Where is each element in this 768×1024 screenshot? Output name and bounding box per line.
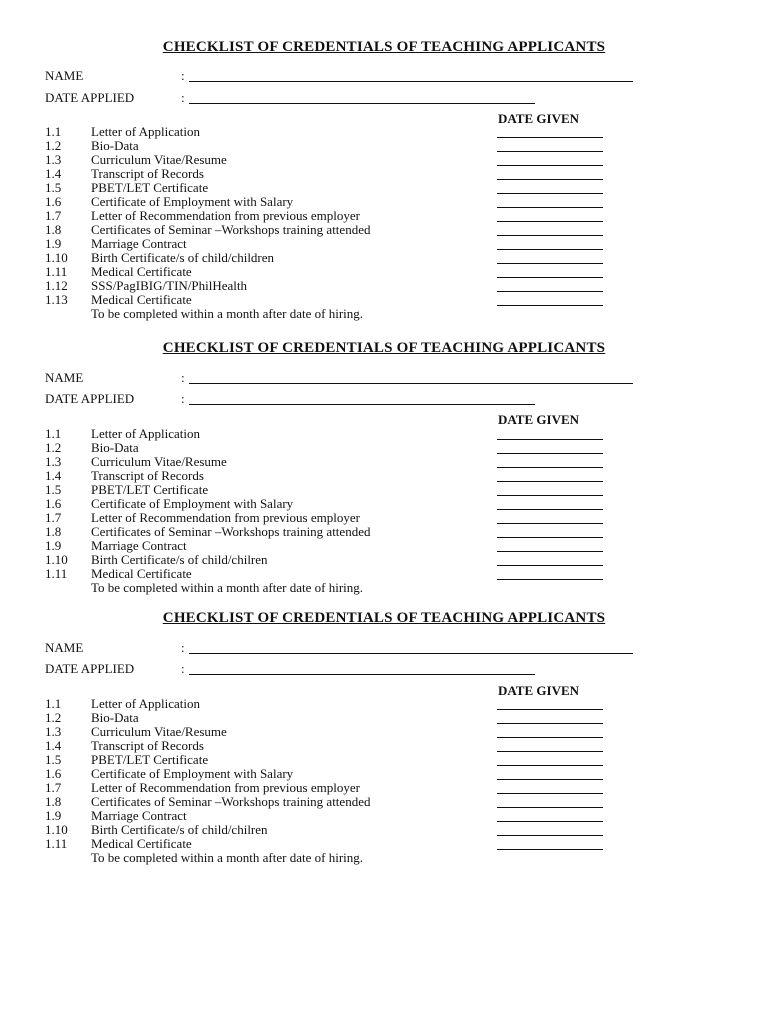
completion-note: To be completed within a month after date of hiring. (91, 580, 364, 595)
date-given-blank-line[interactable] (497, 235, 603, 236)
name-label: NAME (45, 640, 84, 655)
list-item (45, 251, 645, 265)
item-label: Letter of Application (91, 124, 201, 139)
date-given-blank-line[interactable] (497, 579, 603, 580)
item-number: 1.2 (45, 138, 62, 153)
date-given-blank-line[interactable] (497, 263, 603, 264)
date-given-blank-line[interactable] (497, 537, 603, 538)
item-number: 1.1 (45, 426, 62, 441)
list-item (45, 483, 645, 497)
name-label: NAME (45, 68, 84, 83)
list-item (45, 139, 645, 153)
item-number: 1.10 (45, 822, 68, 837)
item-label: Medical Certificate (91, 566, 192, 581)
item-label: SSS/PagIBIG/TIN/PhilHealth (91, 278, 248, 293)
item-label: Certificates of Seminar –Workshops training attended (91, 794, 371, 809)
date-given-header: DATE GIVEN (498, 111, 580, 126)
list-item (45, 525, 645, 539)
date-given-blank-line[interactable] (497, 737, 603, 738)
list-item (45, 739, 645, 753)
completion-note-row (45, 851, 645, 865)
item-number: 1.5 (45, 752, 62, 767)
item-number: 1.4 (45, 738, 62, 753)
item-label: Certificates of Seminar –Workshops training attended (91, 524, 371, 539)
list-item (45, 427, 645, 441)
item-number: 1.2 (45, 710, 62, 725)
list-item (45, 125, 645, 139)
list-item (45, 511, 645, 525)
date-applied-blank-line[interactable] (189, 404, 535, 405)
item-number: 1.5 (45, 482, 62, 497)
item-number: 1.9 (45, 808, 62, 823)
item-number: 1.8 (45, 524, 62, 539)
item-number: 1.1 (45, 696, 62, 711)
date-given-blank-line[interactable] (497, 565, 603, 566)
date-applied-label: DATE APPLIED (45, 391, 135, 406)
item-label: Birth Certificate/s of child/chilren (91, 552, 268, 567)
list-item (45, 497, 645, 511)
item-number: 1.4 (45, 166, 62, 181)
date-given-header: DATE GIVEN (498, 412, 580, 427)
date-given-blank-line[interactable] (497, 137, 603, 138)
list-item (45, 567, 645, 581)
item-label: Letter of Recommendation from previous employer (91, 780, 360, 795)
credentials-list (45, 125, 645, 321)
item-label: Birth Certificate/s of child/chilren (91, 822, 268, 837)
list-item (45, 237, 645, 251)
date-given-blank-line[interactable] (497, 467, 603, 468)
item-label: Marriage Contract (91, 236, 187, 251)
item-number: 1.2 (45, 440, 62, 455)
credentials-list (45, 697, 645, 865)
date-given-blank-line[interactable] (497, 807, 603, 808)
item-number: 1.11 (45, 566, 68, 581)
list-item (45, 823, 645, 837)
date-given-blank-line[interactable] (497, 151, 603, 152)
list-item (45, 767, 645, 781)
date-given-blank-line[interactable] (497, 193, 603, 194)
date-given-blank-line[interactable] (497, 207, 603, 208)
item-label: Curriculum Vitae/Resume (91, 454, 227, 469)
list-item (45, 553, 645, 567)
name-blank-line[interactable] (189, 653, 633, 654)
item-label: Letter of Recommendation from previous employer (91, 510, 360, 525)
item-label: Curriculum Vitae/Resume (91, 724, 227, 739)
item-number: 1.8 (45, 794, 62, 809)
item-number: 1.8 (45, 222, 62, 237)
list-item (45, 209, 645, 223)
item-label: Bio-Data (91, 138, 139, 153)
date-given-blank-line[interactable] (497, 481, 603, 482)
name-blank-line[interactable] (189, 81, 633, 82)
item-number: 1.6 (45, 496, 62, 511)
list-item (45, 223, 645, 237)
list-item (45, 837, 645, 851)
list-item (45, 697, 645, 711)
item-label: Medical Certificate (91, 264, 192, 279)
item-label: Letter of Recommendation from previous employer (91, 208, 360, 223)
list-item (45, 293, 645, 307)
list-item (45, 539, 645, 553)
list-item (45, 753, 645, 767)
date-given-blank-line[interactable] (497, 305, 603, 306)
item-label: Transcript of Records (91, 468, 204, 483)
completion-note-row (45, 581, 645, 595)
form-title: CHECKLIST OF CREDENTIALS OF TEACHING APPLICANTS (162, 610, 606, 626)
list-item (45, 167, 645, 181)
item-label: Marriage Contract (91, 808, 187, 823)
name-colon: : (181, 370, 185, 385)
date-given-blank-line[interactable] (497, 453, 603, 454)
item-number: 1.5 (45, 180, 62, 195)
name-colon: : (181, 68, 185, 83)
date-given-blank-line[interactable] (497, 277, 603, 278)
item-number: 1.4 (45, 468, 62, 483)
item-number: 1.11 (45, 264, 68, 279)
date-given-blank-line[interactable] (497, 249, 603, 250)
name-blank-line[interactable] (189, 383, 633, 384)
item-number: 1.7 (45, 510, 62, 525)
date-applied-blank-line[interactable] (189, 103, 535, 104)
date-applied-colon: : (181, 661, 185, 676)
item-label: Transcript of Records (91, 166, 204, 181)
date-applied-colon: : (181, 90, 185, 105)
date-given-blank-line[interactable] (497, 165, 603, 166)
credentials-list (45, 427, 645, 595)
name-colon: : (181, 640, 185, 655)
item-label: Certificate of Employment with Salary (91, 766, 294, 781)
list-item (45, 795, 645, 809)
item-number: 1.9 (45, 236, 62, 251)
list-item (45, 279, 645, 293)
date-given-blank-line[interactable] (497, 523, 603, 524)
date-given-blank-line[interactable] (497, 221, 603, 222)
item-number: 1.7 (45, 208, 62, 223)
date-given-blank-line[interactable] (497, 779, 603, 780)
item-number: 1.6 (45, 194, 62, 209)
item-number: 1.10 (45, 250, 68, 265)
completion-note: To be completed within a month after date of hiring. (91, 850, 364, 865)
form-title: CHECKLIST OF CREDENTIALS OF TEACHING APPLICANTS (162, 340, 606, 356)
list-item (45, 725, 645, 739)
name-label: NAME (45, 370, 84, 385)
date-given-blank-line[interactable] (497, 551, 603, 552)
date-given-blank-line[interactable] (497, 751, 603, 752)
item-label: PBET/LET Certificate (91, 752, 209, 767)
date-given-header: DATE GIVEN (498, 683, 580, 698)
item-number: 1.6 (45, 766, 62, 781)
date-applied-colon: : (181, 391, 185, 406)
item-label: Certificates of Seminar –Workshops training attended (91, 222, 371, 237)
item-number: 1.12 (45, 278, 68, 293)
date-given-blank-line[interactable] (497, 723, 603, 724)
date-applied-label: DATE APPLIED (45, 661, 135, 676)
item-label: Bio-Data (91, 440, 139, 455)
item-number: 1.3 (45, 724, 62, 739)
date-applied-label: DATE APPLIED (45, 90, 135, 105)
item-label: Medical Certificate (91, 292, 192, 307)
item-label: Certificate of Employment with Salary (91, 496, 294, 511)
date-given-blank-line[interactable] (497, 849, 603, 850)
list-item (45, 265, 645, 279)
date-given-blank-line[interactable] (497, 821, 603, 822)
item-number: 1.10 (45, 552, 68, 567)
item-label: Letter of Application (91, 696, 201, 711)
list-item (45, 809, 645, 823)
item-label: Bio-Data (91, 710, 139, 725)
item-label: PBET/LET Certificate (91, 482, 209, 497)
item-number: 1.9 (45, 538, 62, 553)
item-number: 1.11 (45, 836, 68, 851)
completion-note: To be completed within a month after date of hiring. (91, 306, 364, 321)
list-item (45, 455, 645, 469)
date-given-blank-line[interactable] (497, 291, 603, 292)
date-applied-blank-line[interactable] (189, 674, 535, 675)
date-given-blank-line[interactable] (497, 439, 603, 440)
date-given-blank-line[interactable] (497, 793, 603, 794)
item-label: Marriage Contract (91, 538, 187, 553)
list-item (45, 195, 645, 209)
item-number: 1.3 (45, 454, 62, 469)
item-label: Curriculum Vitae/Resume (91, 152, 227, 167)
item-label: PBET/LET Certificate (91, 180, 209, 195)
item-number: 1.3 (45, 152, 62, 167)
date-given-blank-line[interactable] (497, 765, 603, 766)
item-number: 1.1 (45, 124, 62, 139)
list-item (45, 153, 645, 167)
item-number: 1.13 (45, 292, 68, 307)
completion-note-row (45, 307, 645, 321)
item-label: Medical Certificate (91, 836, 192, 851)
list-item (45, 781, 645, 795)
item-label: Letter of Application (91, 426, 201, 441)
list-item (45, 441, 645, 455)
item-number: 1.7 (45, 780, 62, 795)
date-given-blank-line[interactable] (497, 709, 603, 710)
list-item (45, 181, 645, 195)
list-item (45, 469, 645, 483)
list-item (45, 711, 645, 725)
date-given-blank-line[interactable] (497, 835, 603, 836)
item-label: Transcript of Records (91, 738, 204, 753)
date-given-blank-line[interactable] (497, 509, 603, 510)
date-given-blank-line[interactable] (497, 179, 603, 180)
date-given-blank-line[interactable] (497, 495, 603, 496)
form-title: CHECKLIST OF CREDENTIALS OF TEACHING APPLICANTS (162, 39, 606, 55)
item-label: Birth Certificate/s of child/children (91, 250, 275, 265)
item-label: Certificate of Employment with Salary (91, 194, 294, 209)
